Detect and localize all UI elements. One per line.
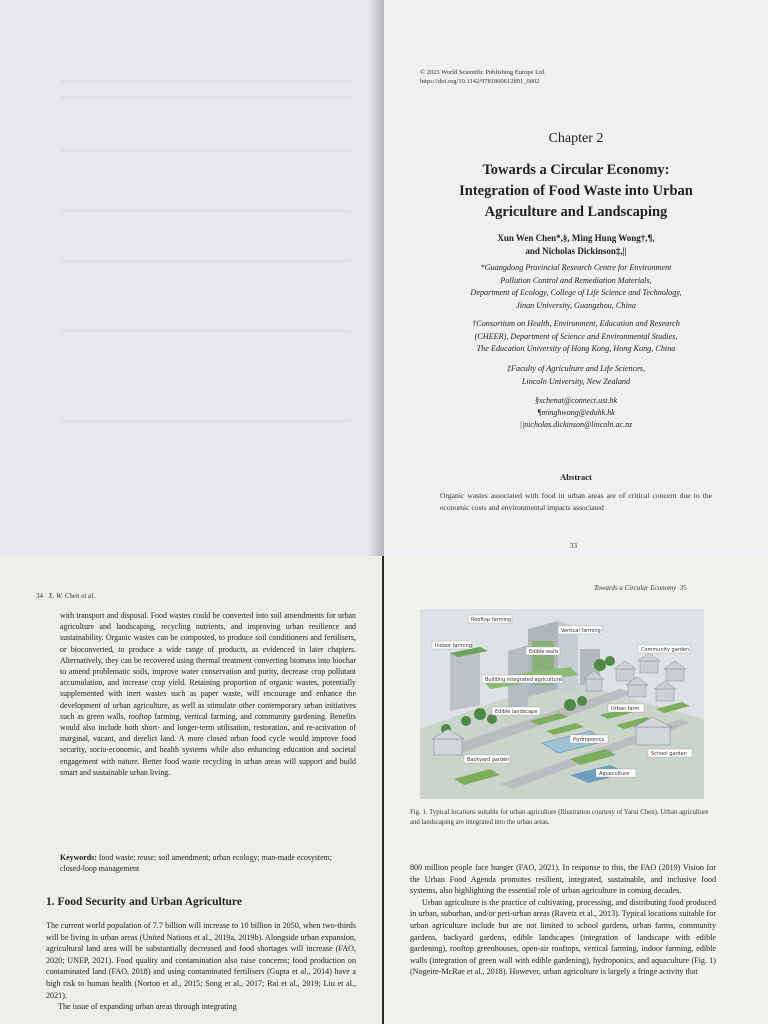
affiliation-3 — [424, 363, 728, 388]
affiliation-line: ‡Faculty of Agriculture and Life Sciences, — [506, 364, 646, 373]
abstract-continued: with transport and disposal. Food wastes could be converted into soil amendments for urban agriculture and landscaping, recycling nutrients, and improving urban resilience and sustainability. Organic wastes can be composted, to produce soil conditioners and fertilisers, or bioconverted, to produce a wide range of products, as evidenced in later chapters. Alternatively, they can be recovered using thermal treatment converting biomass into biochar to amend problematic soils, improve water conservation and purity, decrease crop pollutant accumulation, and increase crop yield. Retaining proportion of organic wastes, potentially supplemented with inert wastes such as paper waste, will encourage and enhance the development of urban agriculture, as well as stimulate other contemporary urban initiatives such as green walls, rooftop farming, vertical farming, and community gardening. Benefits would also include both short- and longer-term utilisation, restoration, and re-activation of marginal, vacant, and derelict land. A more closed urban food cycle would improve food security, socio-economic, and health systems while also enhancing education and societal engagement with nature. Better food waste recycling in urban areas will support and build smart and sustainable urban living. — [60, 611, 356, 777]
affiliation-line: Jinan University, Guangzhou, China — [516, 300, 636, 310]
page-number: 33 — [570, 542, 577, 550]
page-35 — [384, 556, 768, 1024]
section-body — [46, 920, 356, 1013]
label-edible-walls: Edible walls — [529, 649, 559, 655]
show-through-line — [60, 80, 350, 82]
running-head — [594, 584, 687, 592]
affiliation-2 — [424, 318, 728, 356]
label-rooftop: Rooftop farming — [471, 617, 512, 623]
label-school: School garden — [651, 751, 687, 757]
title-line: Agriculture and Landscaping — [484, 204, 668, 220]
chapter-title — [424, 160, 728, 223]
label-community: Community garden — [641, 647, 690, 653]
email-address[interactable]: §xchenat@connect.ust.hk — [535, 396, 617, 405]
copyright-line: © 2023 World Scientific Publishing Europe Ltd. — [420, 69, 546, 76]
show-through-line — [60, 210, 350, 212]
affiliation-line: †Consortium on Health, Environment, Education and Research — [472, 319, 680, 328]
keywords-list: food waste; reuse; soil amendment; urban ecology; man-made ecosystem; closed-loop management — [60, 853, 332, 874]
body-text — [410, 862, 716, 978]
affiliation-line: Lincoln University, New Zealand — [521, 376, 631, 386]
book-gutter-shadow — [368, 0, 384, 556]
doi-link[interactable]: https://doi.org/10.1142/9781800612891_0002 — [420, 78, 540, 85]
label-indoor: Indoor farming — [435, 643, 472, 649]
label-edible-landscape: Edible landscape — [495, 709, 538, 715]
author-list — [424, 232, 728, 258]
affiliation-1 — [424, 262, 728, 312]
running-head — [36, 592, 95, 600]
affiliation-line: (CHEER), Department of Science and Environmental Studies, — [474, 331, 678, 341]
title-line: Towards a Circular Economy: — [482, 162, 670, 178]
paragraph: The issue of expanding urban areas through integrating — [58, 1002, 237, 1012]
show-through-line — [60, 420, 350, 422]
copyright-block — [420, 68, 546, 86]
label-hydroponics: Hydroponics — [573, 737, 605, 743]
keywords — [60, 852, 356, 875]
email-address[interactable]: ||nicholas.dickinson@lincoln.ac.nz — [519, 420, 633, 429]
blank-facing-page — [0, 0, 384, 556]
label-backyard: Backyard garden — [467, 757, 510, 763]
running-head-title: Towards a Circular Economy — [594, 584, 677, 592]
author-line: Xun Wen Chen*,§, Ming Hung Wong†,¶, — [497, 233, 655, 243]
label-building: Building integrated agriculture — [485, 677, 562, 683]
chapter-label: Chapter 2 — [548, 131, 604, 146]
section-heading: 1. Food Security and Urban Agriculture — [46, 896, 242, 908]
page-number: 35 — [679, 584, 687, 592]
keywords-label: Keywords: — [60, 853, 97, 862]
abstract-heading: Abstract — [560, 472, 592, 482]
author-line: and Nicholas Dickinson‡,|| — [525, 246, 627, 256]
show-through-line — [60, 96, 350, 98]
illustration-svg — [420, 609, 704, 799]
abstract-text: Organic wastes associated with food in urban areas are of critical concern due to the economic costs and environmental impacts associated — [440, 491, 712, 512]
affiliation-line: *Guangdong Provincial Research Centre for Environment — [480, 263, 672, 272]
affiliation-line: Pollution Control and Remediation Materials, — [500, 275, 652, 285]
paragraph: Urban agriculture is the practice of cultivating, processing, and distributing food produced in urban, suburban, and/or peri-urban areas (Ravetz et al., 2013). Typical locations suitable for urban agriculture include but are not limited to school gardens, urban farms, community gardens, backyard gardens, edible landscapes (integration of landscape with edible gardening), rooftop greenhouses, open-air rooftops, vertical farming, indoor farming, edible walls (integration of green wall with edible gardening), hydroponics, and aquaculture (Fig. 1) (Nogeire-McRae et al., 2018). However, urban agriculture is largely a fringe activity that — [410, 897, 716, 977]
email-address[interactable]: ¶minghwong@eduhk.hk — [537, 408, 615, 417]
label-vertical: Vertical farming — [561, 628, 601, 634]
page-number: 34 — [36, 592, 43, 600]
urban-agriculture-illustration — [420, 609, 704, 799]
show-through-line — [60, 150, 350, 152]
running-head-author: X. W. Chen et al. — [48, 592, 96, 600]
figure-caption: Fig. 1. Typical locations suitable for urban agriculture (Illustration courtesy of Yarui Chen). Urban agriculture and landscaping are integrated into the urban areas. — [410, 809, 709, 826]
affiliation-line: The Education University of Hong Kong, Hong Kong, China — [476, 344, 676, 353]
show-through-line — [60, 330, 350, 332]
paragraph: The current world population of 7.7 billion will increase to 10 billion in 2050, when two-thirds will be living in urban areas (United Nations et al., 2019a, 2019b). Alongside urban expansion, agricultural land area will be substantially decreased and food shortages will increase (FAO, 2020; UNEP, 2021). Food quality and contamination also raise concerns; food production on contaminated land (FAO, 2018) and using contaminated fertilisers (Gupta et al., 2014) have a high risk to human health (Norton et al., 2015; Song et al., 2017; Rai et al., 2019; Liu et al., 2021). — [46, 921, 356, 1000]
paragraph: 800 million people face hunger (FAO, 2021). In response to this, the FAO (2019) Vision for the Urban Food Agenda promotes resilient, integrated, sustainable, and inclusive food systems, also highlighting the essential role of urban agriculture in coming decades. — [410, 863, 716, 896]
page-34 — [0, 556, 382, 1024]
affiliation-line: Department of Ecology, College of Life Science and Technology, — [470, 288, 682, 297]
email-list — [424, 395, 728, 431]
label-aquaculture: Aquaculture — [599, 771, 630, 777]
label-urban-farm: Urban farm — [611, 706, 640, 712]
chapter-title-page — [384, 0, 768, 556]
show-through-line — [60, 260, 350, 262]
title-line: Integration of Food Waste into Urban — [459, 183, 693, 199]
